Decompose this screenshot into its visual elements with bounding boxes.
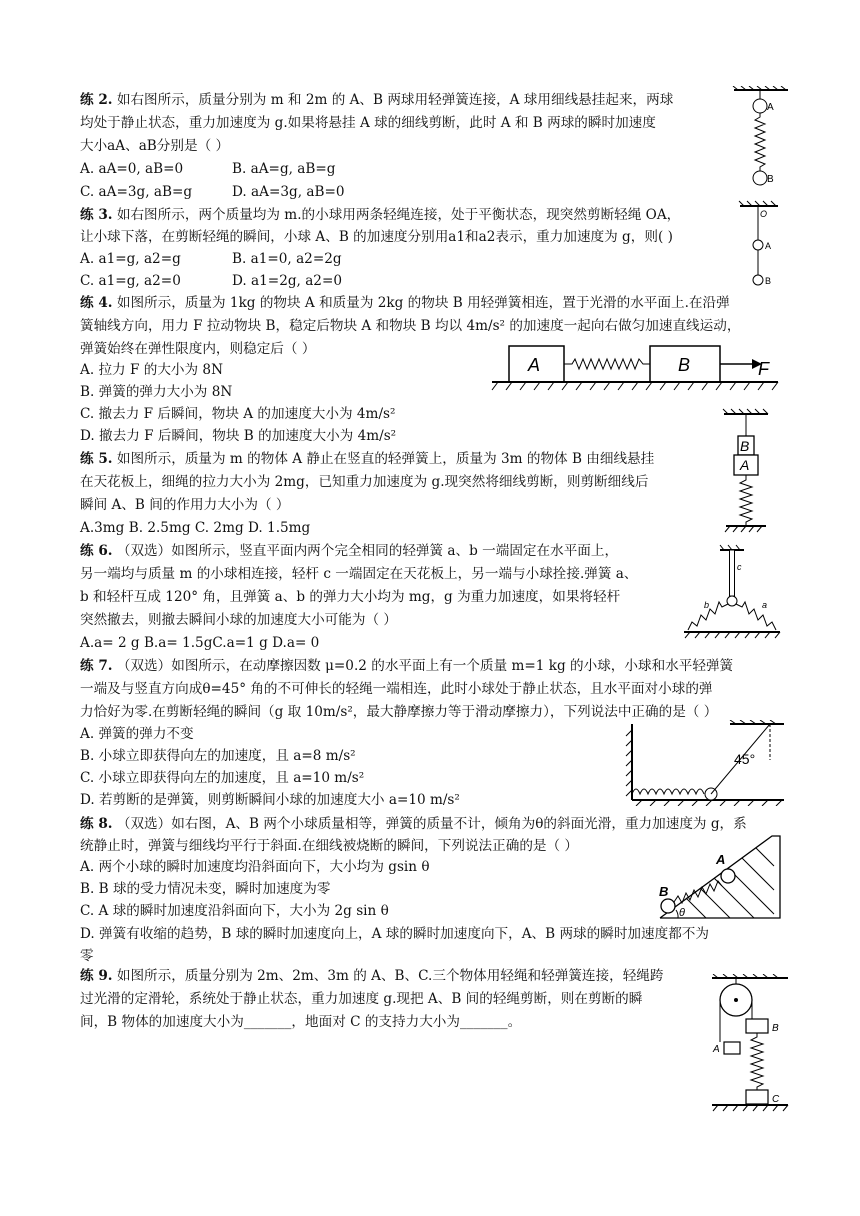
p7-option-a: A. 弹簧的弹力不变 [80, 726, 194, 742]
p3-text1: 如右图所示，两个质量均为 m.的小球用两条轻绳连接，处于平衡状态，现突然剪断轻绳 OA， [112, 207, 681, 223]
p8-option-d-line1: D. 弹簧有收缩的趋势，B 球的瞬时加速度向上，A 球的瞬时加速度向下，A、B 两球的瞬时加速度都不为 [80, 926, 709, 942]
p8-line1 [80, 814, 747, 834]
fig-p6-label-b: b [704, 600, 710, 610]
p6-text1: （双选）如图所示，竖直平面内两个完全相同的轻弹簧 a、b 一端固定在水平面上， [112, 543, 619, 559]
p2-line2: 均处于静止状态，重力加速度为 g.如果将悬挂 A 球的细线剪断，此时 A 和 B 两球的瞬时加速度 [80, 115, 656, 131]
p2-text1: 如右图所示，质量分别为 m 和 2m 的 A、B 两球用轻弹簧连接，A 球用细线悬挂起来，两球 [112, 92, 674, 108]
p7-option-c: C. 小球立即获得向左的加速度，且 a=10 m/s² [80, 770, 365, 786]
p2-option-c: C. aA=3g, aB=g [80, 184, 193, 200]
fig-p4-label-b: B [678, 355, 691, 375]
p4-label: 练 4. [80, 295, 113, 311]
fig-p4-label-f: F [758, 359, 769, 379]
p6-line1 [80, 541, 618, 561]
fig-p6-springs-rod [682, 544, 782, 642]
p9-line2: 过光滑的定滑轮，系统处于静止状态，重力加速度 g.现把 A、B 间的轻绳剪断，则在剪断的瞬 [80, 991, 643, 1007]
p7-option-b: B. 小球立即获得向左的加速度，且 a=8 m/s² [80, 748, 356, 764]
p6-label: 练 6. [80, 543, 113, 559]
p6-options: A.a= 2 g B.a= 1.5gC.a=1 g D.a= 0 [80, 635, 320, 651]
p7-line3: 力恰好为零.在剪断轻绳的瞬间（g 取 10m/s²，最大静摩擦力等于滑动摩擦力），下列说法中正确的是（ ） [80, 704, 718, 720]
fig-p8-incline [656, 832, 784, 924]
fig-p8-label-theta: θ [679, 907, 685, 919]
p2-line3: 大小aA、aB分别是（ ） [80, 138, 230, 154]
p8-option-d-line2: 零 [80, 948, 94, 964]
p4-option-b: B. 弹簧的弹力大小为 8N [80, 384, 233, 400]
p3-option-a: A. a1=g, a2=g [80, 251, 181, 267]
p4-option-a: A. 拉力 F 的大小为 8N [80, 362, 223, 378]
fig-p9-label-a: A [713, 1044, 720, 1055]
fig-p2-label-a: A [767, 102, 774, 113]
p2-option-d: D. aA=3g, aB=0 [232, 184, 345, 200]
p2-option-b: B. aA=g, aB=g [232, 161, 336, 177]
p3-line1 [80, 205, 680, 225]
p3-option-b: B. a1=0, a2=2g [232, 251, 342, 267]
fig-p3-label-a: A [765, 241, 772, 251]
p5-text1: 如图所示，质量为 m 的物体 A 静止在竖直的轻弹簧上，质量为 3m 的物体 B 由细线悬挂 [112, 451, 655, 467]
p7-option-d: D. 若剪断的是弹簧，则剪断瞬间小球的加速度大小 a=10 m/s² [80, 792, 460, 808]
fig-p8-label-a: A [716, 852, 726, 867]
p5-options: A.3mg B. 2.5mg C. 2mg D. 1.5mg [80, 520, 311, 536]
p9-label: 练 9. [80, 968, 113, 984]
p7-label: 练 7. [80, 658, 113, 674]
fig-p9-label-b: B [772, 1023, 779, 1034]
fig-p4-blocks-spring [490, 340, 780, 396]
p4-line2: 簧轴线方向，用力 F 拉动物块 B，稳定后物块 A 和物块 B 均以 4m/s² 的加速度一起向右做匀加速直线运动， [80, 318, 741, 334]
p7-text1: （双选）如图所示，在动摩擦因数 μ=0.2 的水平面上有一个质量 m=1 kg 的小球，小球和水平轻弹簧 [112, 658, 734, 674]
fig-p3-rope-balls [736, 200, 786, 292]
p6-line3: b 和轻杆互成 120° 角，且弹簧 a、b 的弹力大小均为 mg，g 为重力加速度，如果将轻杆 [80, 589, 621, 605]
p5-line3: 瞬间 A、B 间的作用力大小为（ ） [80, 497, 290, 513]
fig-p7-spring-rope [622, 720, 792, 806]
p9-line3: 间，B 物体的加速度大小为_______，地面对 C 的支持力大小为_______。 [80, 1014, 522, 1030]
p8-label: 练 8. [80, 816, 113, 832]
p2-label: 练 2. [80, 92, 113, 108]
fig-p7-angle-label: 45° [734, 751, 756, 767]
p8-line2: 统静止时，弹簧与细线均平行于斜面.在细线被烧断的瞬间，下列说法正确的是（ ） [80, 838, 579, 854]
p3-label: 练 3. [80, 207, 113, 223]
p4-option-c: C. 撤去力 F 后瞬间，物块 A 的加速度大小为 4m/s² [80, 406, 396, 422]
p2-line1 [80, 90, 673, 110]
fig-p5-label-a: A [740, 457, 750, 473]
p9-text1: 如图所示，质量分别为 2m、2m、3m 的 A、B、C.三个物体用轻绳和轻弹簧连接，轻绳跨 [112, 968, 664, 984]
fig-p6-label-a: a [762, 600, 768, 610]
p6-line2: 另一端均与质量 m 的小球相连接，轻杆 c 一端固定在天花板上，另一端与小球拴接.弹簧 a、 [80, 566, 638, 582]
p4-text1: 如图所示，质量为 1kg 的物块 A 和质量为 2kg 的物块 B 用轻弹簧相连，置于光滑的水平面上.在沿弹 [112, 295, 730, 311]
p8-text1: （双选）如右图，A、B 两个小球质量相等，弹簧的质量不计，倾角为θ的斜面光滑，重力加速度为 g，系 [112, 816, 747, 832]
fig-p6-label-c: c [737, 562, 742, 572]
p5-line2: 在天花板上，细绳的拉力大小为 2mg，已知重力加速度为 g.现突然将细线剪断，则剪断细线后 [80, 474, 649, 490]
p3-option-c: C. a1=g, a2=0 [80, 273, 181, 289]
p5-line1 [80, 449, 654, 469]
p5-label: 练 5. [80, 451, 113, 467]
fig-p9-label-c: C [772, 1094, 780, 1105]
p7-line1 [80, 656, 733, 676]
p4-option-d: D. 撤去力 F 后瞬间，物块 B 的加速度大小为 4m/s² [80, 428, 397, 444]
fig-p8-label-b: B [659, 884, 669, 899]
fig-p9-pulley [710, 974, 790, 1114]
fig-p2-label-b: B [767, 174, 774, 185]
p2-option-a: A. aA=0, aB=0 [80, 161, 184, 177]
p4-line1 [80, 293, 730, 313]
p7-line2: 一端及与竖直方向成θ=45° 角的不可伸长的轻绳一端相连，此时小球处于静止状态，且水平面对小球的弹 [80, 681, 713, 697]
fig-p5-spring-blocks [718, 408, 774, 534]
p6-line4: 突然撤去，则撤去瞬间小球的加速度大小可能为（ ） [80, 612, 397, 628]
p9-line1 [80, 966, 663, 986]
fig-p4-label-a: A [528, 355, 541, 375]
fig-p5-label-b: B [740, 438, 750, 454]
fig-p2-spring-balls [732, 86, 792, 196]
fig-p3-label-o: O [760, 209, 768, 219]
p3-line2: 让小球下落，在剪断轻绳的瞬间，小球 A、B 的加速度分别用a1和a2表示，重力加速度为 g，则( ) [80, 229, 673, 245]
p8-option-b: B. B 球的受力情况未变，瞬时加速度为零 [80, 881, 331, 897]
p4-line3: 弹簧始终在弹性限度内，则稳定后（ ） [80, 341, 316, 357]
p3-option-d: D. a1=2g, a2=0 [232, 273, 342, 289]
p8-option-c: C. A 球的瞬时加速度沿斜面向下，大小为 2g sin θ [80, 903, 389, 919]
p8-option-a: A. 两个小球的瞬时加速度均沿斜面向下，大小均为 gsin θ [80, 859, 430, 875]
fig-p3-label-b: B [765, 276, 772, 286]
